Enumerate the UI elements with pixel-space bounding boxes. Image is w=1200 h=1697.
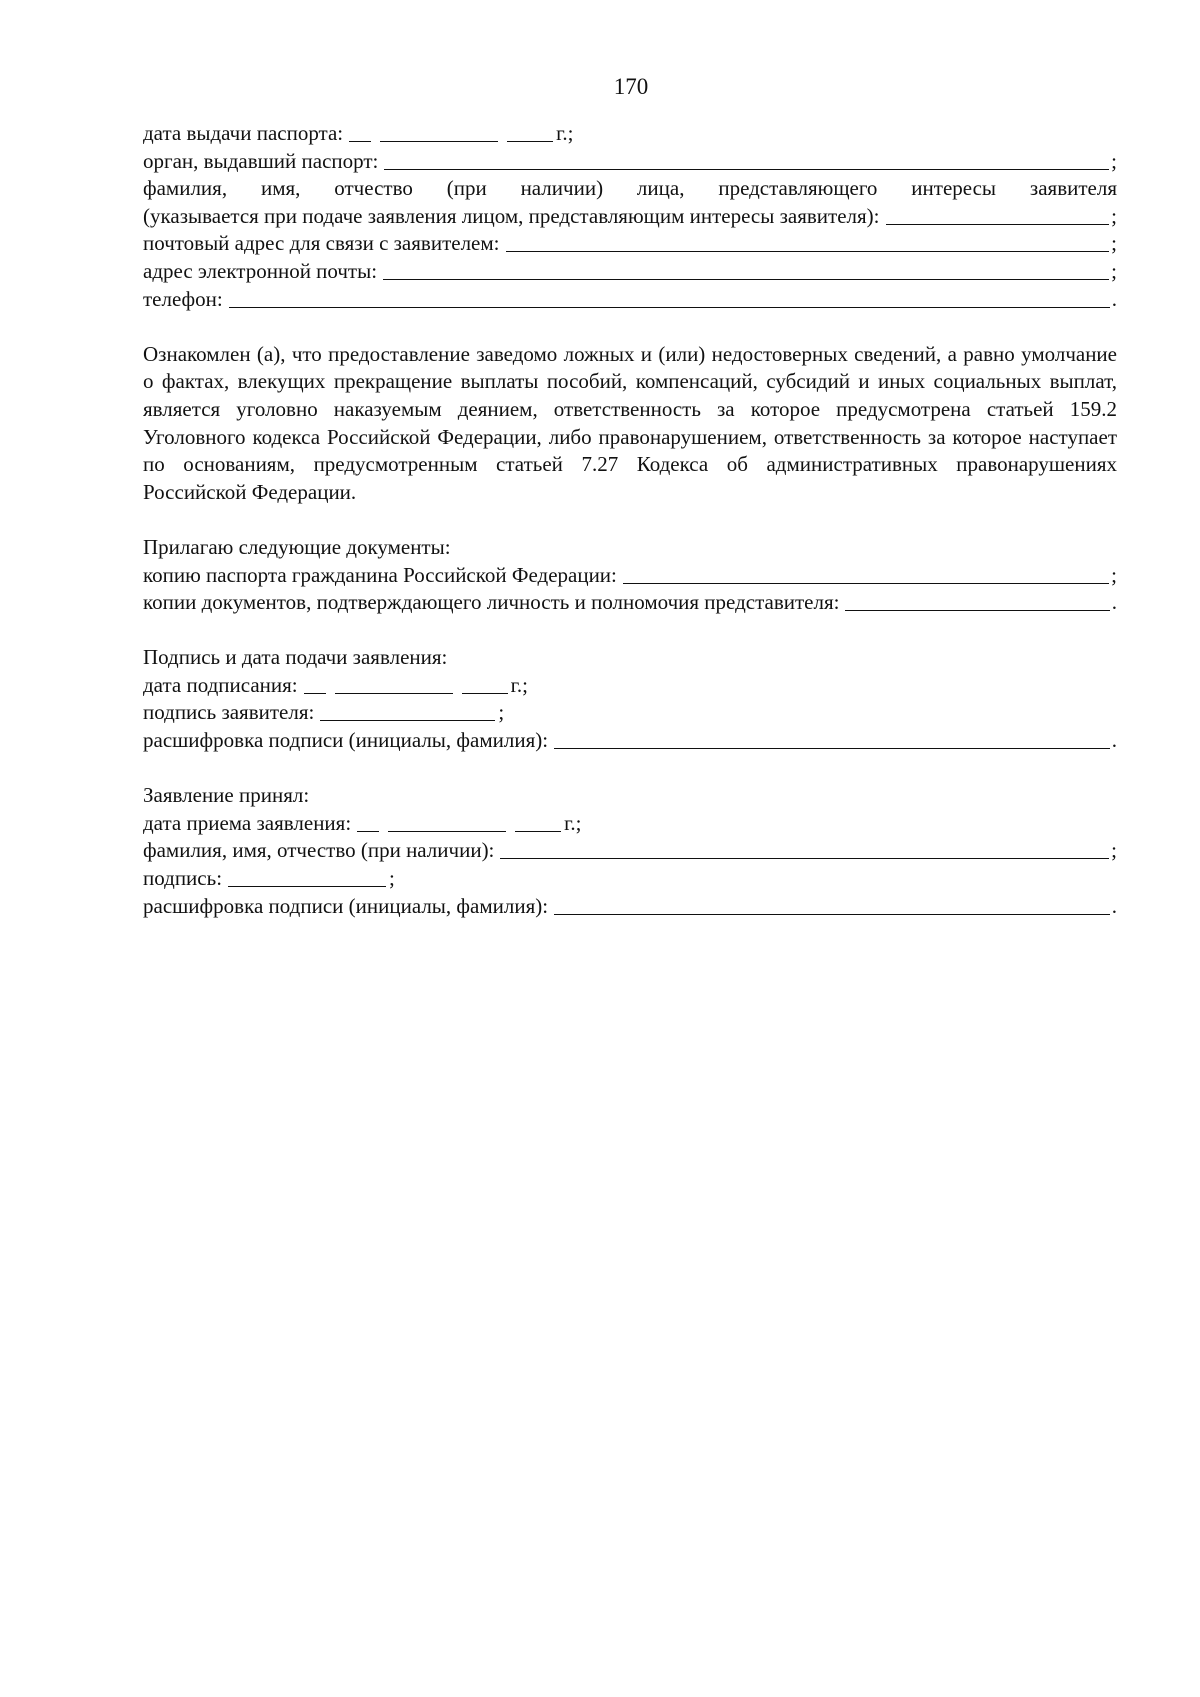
email-line [143, 258, 1117, 286]
email-label: адрес электронной почты: [143, 258, 378, 283]
passport-date-label: дата выдачи паспорта: [143, 121, 344, 145]
accepter-signature-label: подпись: [143, 866, 223, 891]
liability-warning: Ознакомлен (а), что предоставление заведомо ложных и (или) недостоверных сведений, а равно умолчание о фактах, влекущих прекращение выплаты пособий, компенсаций, субсидий и иных социальных выплат, является уголовно наказуемым деянием, ответственность за которое предусмотрена статьей 159.2 Уголовного кодекса Российской Федерации, либо правонарушением, ответственность за которое наступает по основаниям, предусмотренным статьей 7.27 Кодекса об административных правонарушениях Российской Федерации. [143, 341, 1117, 504]
line-end: . [1111, 286, 1117, 311]
signature-transcript-field[interactable] [554, 729, 1110, 749]
line-end: . [1111, 728, 1117, 753]
applicant-signature-line [143, 699, 1117, 727]
representative-field[interactable] [886, 205, 1110, 225]
accepter-transcript-line [143, 893, 1117, 921]
accept-date-line [143, 810, 1117, 838]
line-end: ; [1111, 231, 1117, 256]
day-blank[interactable] [349, 122, 371, 142]
year-suffix: г.; [564, 810, 582, 835]
line-end: ; [389, 866, 395, 891]
page-number: 170 [613, 74, 649, 99]
accepter-name-label: фамилия, имя, отчество (при наличии): [143, 838, 495, 863]
document-page [143, 72, 1117, 920]
year-suffix: г.; [510, 672, 528, 697]
representative-docs-line [143, 589, 1117, 617]
attachments-heading [143, 534, 1117, 562]
passport-issuer-field[interactable] [384, 150, 1109, 170]
representative-line-1: фамилия, имя, отчество (при наличии) лица, представляющего интересы заявителя [143, 176, 1117, 201]
day-blank[interactable] [304, 674, 326, 694]
month-blank[interactable] [335, 674, 453, 694]
acceptance-heading [143, 782, 1117, 810]
line-end: ; [1111, 203, 1117, 228]
year-suffix: г.; [556, 121, 574, 145]
year-blank[interactable] [507, 122, 553, 142]
line-end: ; [1111, 148, 1117, 173]
attachments-heading-text: Прилагаю следующие документы: [143, 534, 451, 559]
accepter-signature-line [143, 865, 1117, 893]
passport-issuer-line [143, 148, 1117, 176]
line-end: ; [498, 700, 505, 725]
spacer [143, 313, 1117, 341]
postal-address-label: почтовый адрес для связи с заявителем: [143, 231, 500, 256]
signing-date-line [143, 672, 1117, 700]
passport-copy-field[interactable] [623, 564, 1109, 584]
passport-date-line [143, 120, 1117, 148]
accepter-name-field[interactable] [500, 839, 1109, 859]
applicant-signature-label: подпись заявителя: [143, 700, 315, 725]
month-blank[interactable] [388, 812, 506, 832]
year-blank[interactable] [515, 812, 561, 832]
accepter-transcript-field[interactable] [554, 895, 1110, 915]
signature-transcript-line [143, 727, 1117, 755]
postal-address-field[interactable] [506, 232, 1110, 252]
passport-copy-line [143, 562, 1117, 590]
line-end: ; [1111, 562, 1117, 587]
accepter-name-line [143, 837, 1117, 865]
phone-label: телефон: [143, 286, 223, 311]
signature-heading [143, 644, 1117, 672]
phone-line [143, 286, 1117, 314]
representative-docs-label: копии документов, подтверждающего личность и полномочия представителя: [143, 590, 840, 615]
spacer [143, 755, 1117, 783]
accepter-transcript-label: расшифровка подписи (инициалы, фамилия): [143, 893, 549, 918]
representative-line-2 [143, 203, 1117, 231]
phone-field[interactable] [229, 288, 1110, 308]
accepter-signature-field[interactable] [228, 867, 386, 887]
representative-docs-field[interactable] [845, 591, 1109, 611]
line-end: ; [1111, 838, 1117, 863]
postal-address-line [143, 230, 1117, 258]
email-field[interactable] [383, 260, 1109, 280]
year-blank[interactable] [462, 674, 508, 694]
spacer [143, 617, 1117, 645]
passport-issuer-label: орган, выдавший паспорт: [143, 148, 379, 173]
signature-transcript-label: расшифровка подписи (инициалы, фамилия): [143, 728, 549, 753]
month-blank[interactable] [380, 122, 498, 142]
line-end: ; [1111, 258, 1117, 283]
accept-date-label: дата приема заявления: [143, 810, 352, 835]
line-end: . [1111, 893, 1117, 918]
line-end: . [1111, 590, 1117, 615]
signature-heading-text: Подпись и дата подачи заявления: [143, 645, 448, 670]
acceptance-heading-text: Заявление принял: [143, 783, 310, 808]
representative-label: (указывается при подаче заявления лицом, представляющим интересы заявителя): [143, 203, 880, 228]
applicant-signature-field[interactable] [320, 701, 495, 721]
passport-copy-label: копию паспорта гражданина Российской Федерации: [143, 562, 617, 587]
day-blank[interactable] [357, 812, 379, 832]
spacer [143, 506, 1117, 534]
signing-date-label: дата подписания: [143, 672, 298, 697]
